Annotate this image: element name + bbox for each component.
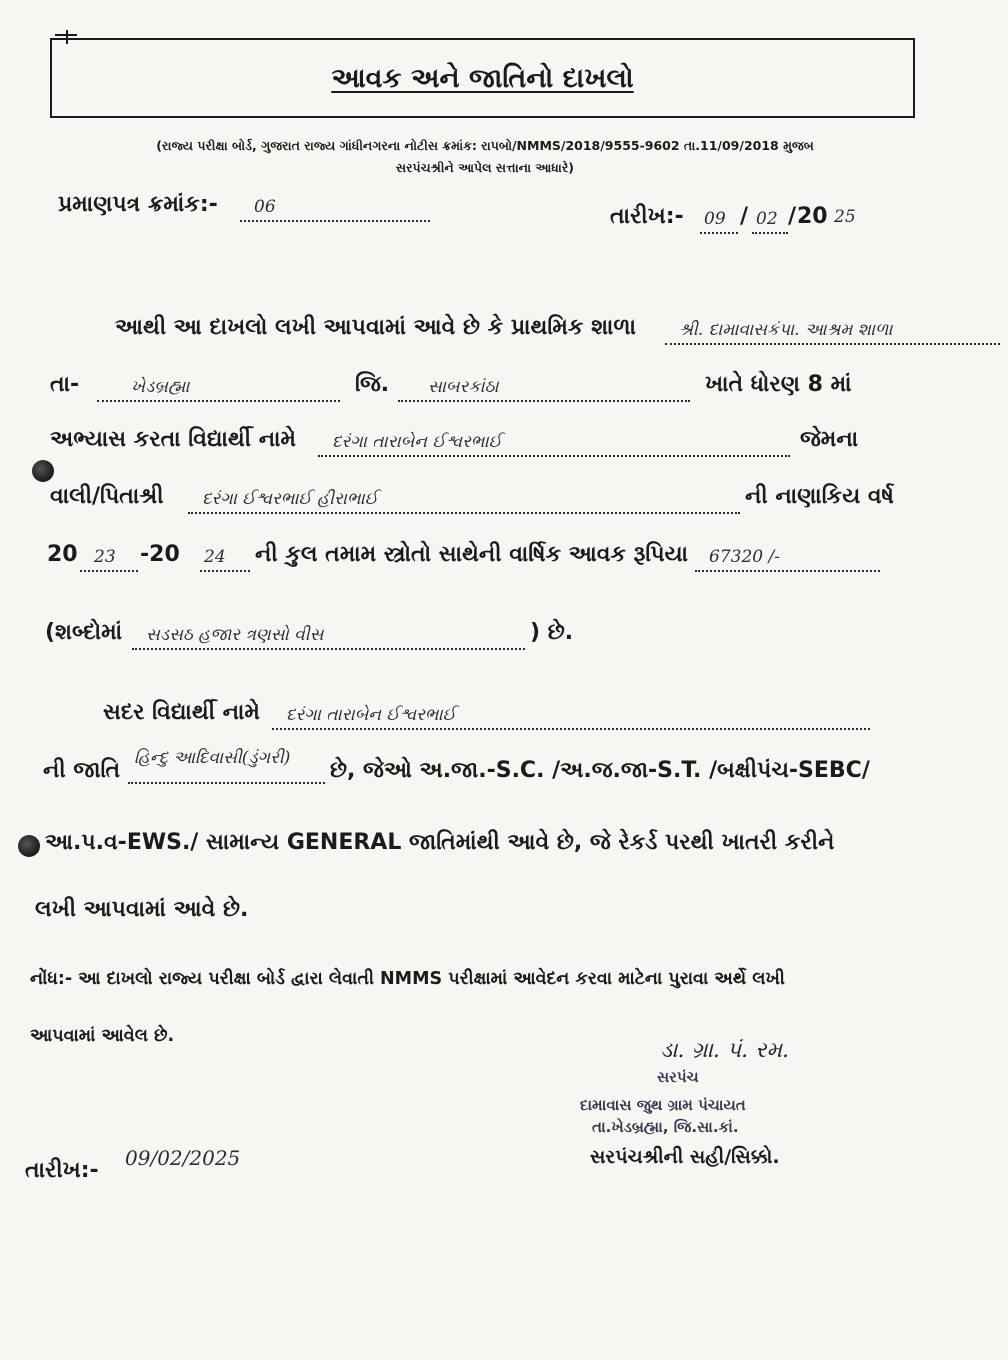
footer-date-value: 09/02/2025 [125,1146,241,1170]
punch-hole-icon [18,835,40,857]
district-label: જિ. [355,372,390,397]
income-words-value: સડસઠ હજાર ત્રણસો વીસ [146,625,324,645]
certificate-number-value: 06 [254,197,276,217]
issue-date-month-field [752,206,788,234]
issue-date-separator: / [740,204,749,229]
issue-date-separator: / [788,204,797,229]
sarpanch-signature: ડા. ગ્રા. પં. રમ. [660,1038,790,1063]
subtitle-line-2: સરપંચશ્રીને આપેલ સત્તાના આધારે) [395,160,575,175]
district-field [398,374,690,402]
income-text: ની કુલ તમામ સ્ત્રોતો સાથેની વાર્ષિક આવક રૂપિયા [255,542,689,567]
certificate-number-field [240,194,430,222]
category-text-continued: આ.પ.વ-EWS./ સામાન્ય GENERAL જાતિમાંથી આવે છે, જે રેકર્ડ પરથી ખાતરી કરીને [45,830,835,855]
income-words-label: (શબ્દોમાં [45,620,123,645]
note-line-1: નોંધ:- આ દાખલો રાજ્ય પરીક્ષા બોર્ડ દ્વારા લેવાતી NMMS પરીક્ષામાં આવેદન કરવા માટેના પુરાવા અર્થે લખી [30,969,785,989]
fy-end-prefix: -20 [140,542,180,567]
issue-date-day: 09 [704,209,726,229]
student-name-value: દરંગા તારાબેન ઈશ્વરભાઈ [332,432,502,452]
caste-field [128,748,325,784]
stamp-title: સરપંચ [657,1068,699,1086]
whose-text: જેમના [800,427,859,452]
caste-student-label: સદર વિદ્યાર્થી નામે [103,700,260,725]
school-field [665,317,1000,345]
caste-label: ની જાતિ [43,758,121,783]
footer-date-label: તારીખ:- [25,1158,99,1183]
guardian-name-value: દરંગા ઈશ્વરભાઈ હીરાભાઈ [202,489,378,509]
student-name-field [318,429,790,457]
caste-student-value: દરંગા તારાબેન ઈશ્વરભાઈ [286,705,456,725]
punch-hole-icon [32,460,54,482]
issue-date-label: તારીખ:- [610,204,684,229]
closing-text: લખી આપવામાં આવે છે. [35,897,249,922]
document-title: આવક અને જાતિનો દાખલો [331,63,634,94]
issue-date-day-field [700,206,738,234]
school-name: શ્રી. દામાવાસકંપા. આશ્રમ શાળા [679,320,893,340]
fy-start-field [80,544,138,572]
taluka-value: ખેડબ્રહ્મા [131,377,190,397]
stamp-panchayat: દામાવાસ જુથ ગ્રામ પંચાયત [580,1096,746,1114]
income-words-field [132,622,525,650]
note-line-2: આપવામાં આવેલ છે. [30,1026,175,1046]
fy-end-value: 24 [204,547,226,567]
student-name-label: અભ્યાસ કરતા વિદ્યાર્થી નામે [50,427,297,452]
fy-start-value: 23 [94,547,116,567]
caste-value: હિન્દુ આદિવાસી(ડુંગરી) [134,748,291,768]
fy-end-field [200,544,250,572]
fy-start-prefix: 20 [47,542,78,567]
caste-student-field [272,702,870,730]
issue-date-year-suffix: 25 [834,207,856,227]
district-value: સાબરકાંઠા [428,377,499,397]
body-intro-text: આથી આ દાખલો લખી આપવામાં આવે છે કે પ્રાથમિક શાળા [115,315,636,340]
guardian-name-field [188,486,740,514]
signature-caption: સરપંચશ્રીની સહી/સિક્કો. [590,1146,780,1168]
subtitle-line-1: (રાજ્ય પરીક્ષા બોર્ડ, ગુજરાત રાજ્ય ગાંધીનગરના નોટીસ ક્રમાંક: રાપબો/NMMS/2018/9555-9602 તા.11/09/2018 મુજબ [156,138,814,153]
certificate-number-label: પ્રમાણપત્ર ક્રમાંક:- [58,192,218,217]
income-amount-field [695,544,880,572]
income-amount-value: 67320 /- [709,547,780,567]
financial-year-text: ની નાણાકિય વર્ષ [745,484,894,509]
guardian-label: વાલી/પિતાશ્રી [50,484,164,509]
stamp-address: તા.ખેડબ્રહ્મા, જિ.સા.કાં. [592,1118,739,1136]
taluka-label: તા- [50,372,80,397]
issue-date-month: 02 [756,209,778,229]
issue-date-year-prefix: 20 [797,204,828,229]
title-box [50,38,915,118]
category-text: છે, જેઓ અ.જા.-S.C. /અ.જ.જા-S.T. /બક્ષીપંચ-SEBC/ [330,758,870,783]
income-words-end: ) છે. [530,620,574,645]
standard-text: ખાતે ધોરણ 8 માં [705,372,852,397]
taluka-field [97,374,340,402]
